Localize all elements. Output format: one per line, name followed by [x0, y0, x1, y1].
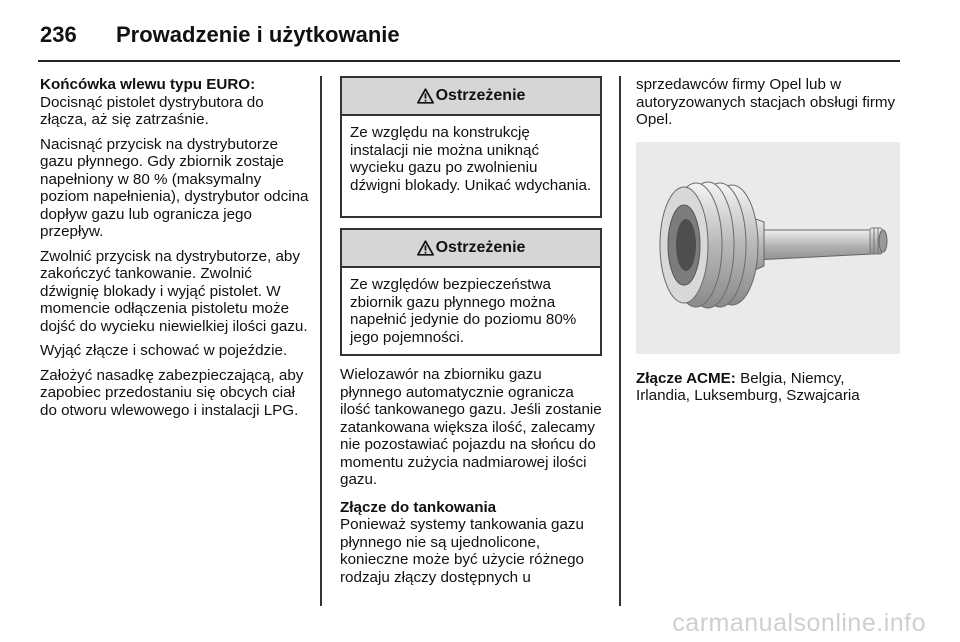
warning-text: Ze względów bezpieczeństwa zbiornik gazu płynnego można napełnić jedynie do poziomu 80% jego pojemności.: [350, 276, 577, 346]
section-title: Prowadzenie i użytkowanie: [116, 22, 400, 47]
header-rule: [38, 60, 900, 62]
connector-text: Ponieważ systemy tankowania gazu płynnego nie są ujednolicone, konieczne może być użycie różnego rodzaju złączy dostępnych u: [340, 516, 584, 586]
paragraph: Założyć nasadkę zabezpieczającą, aby zapobiec przedostaniu się obcych ciał do otworu wlewowego i instalacji LPG.: [40, 366, 304, 419]
acme-text: Belgia, Niemcy, Irlandia, Luksemburg, Szwajcaria: [636, 369, 860, 404]
warning-box: [340, 228, 602, 356]
adapter-illustration-icon: [636, 142, 900, 354]
column-left: [40, 76, 310, 426]
column-divider: [320, 76, 322, 606]
paragraph: Zwolnić przycisk na dystrybutorze, aby zakończyć tankowanie. Zwolnić dźwignię blokady i wyjąć pistolet. W momencie odłączenia pistoletu może dojść do wycieku niewielkiej ilości gazu.: [40, 247, 308, 335]
page-number: 236: [40, 22, 77, 47]
paragraph: Wyjąć złącze i schować w pojeździe.: [40, 342, 288, 359]
column-right: [636, 76, 902, 412]
warning-triangle-icon: [417, 88, 434, 104]
euro-paragraph: [40, 76, 310, 129]
warning-header: [342, 78, 600, 116]
acme-connector-illustration: [636, 142, 900, 354]
paragraph: Wielozawór na zbiorniku gazu płynnego automatycznie ogranicza ilość tankowanego gazu. Jeśli zostanie zatankowana większa ilość, zalecamy nie pozostawiać pojazdu na słońcu do momentu zużycia nadmiarowej ilości gazu.: [340, 366, 602, 488]
warning-text: Ze względu na konstrukcję instalacji nie można uniknąć wycieku gazu po zwolnieniu dźwigni blokady. Unikać wdychania.: [350, 124, 592, 194]
warning-triangle-icon: [417, 240, 434, 256]
acme-label: Złącze ACME:: [636, 369, 736, 387]
paragraph: sprzedawców firmy Opel lub w autoryzowanych stacjach obsługi firmy Opel.: [636, 76, 896, 128]
column-divider: [619, 76, 621, 606]
euro-label: Końcówka wlewu typu EURO:: [40, 76, 256, 93]
warning-box: [340, 76, 602, 218]
watermark: carmanualsonline.info: [672, 609, 926, 637]
connector-heading: Złącze do tankowania: [340, 498, 497, 516]
paragraph: Nacisnąć przycisk na dystrybutorze gazu płynnego. Gdy zbiornik zostaje napełniony w 80 % (maksymalny poziom napełnienia), dystrybutor odcina dopływ gazu lub ogranicza jego przepływ.: [40, 135, 309, 240]
page-header: [40, 22, 400, 48]
connector-paragraph: [340, 499, 602, 587]
column-middle: [340, 76, 602, 593]
euro-text: Docisnąć pistolet dystrybutora do złącza, aż się zatrzaśnie.: [40, 93, 264, 128]
warning-title: Ostrzeżenie: [435, 87, 526, 105]
warning-header: [342, 230, 600, 268]
acme-paragraph: [636, 370, 902, 405]
warning-title: Ostrzeżenie: [435, 239, 526, 257]
